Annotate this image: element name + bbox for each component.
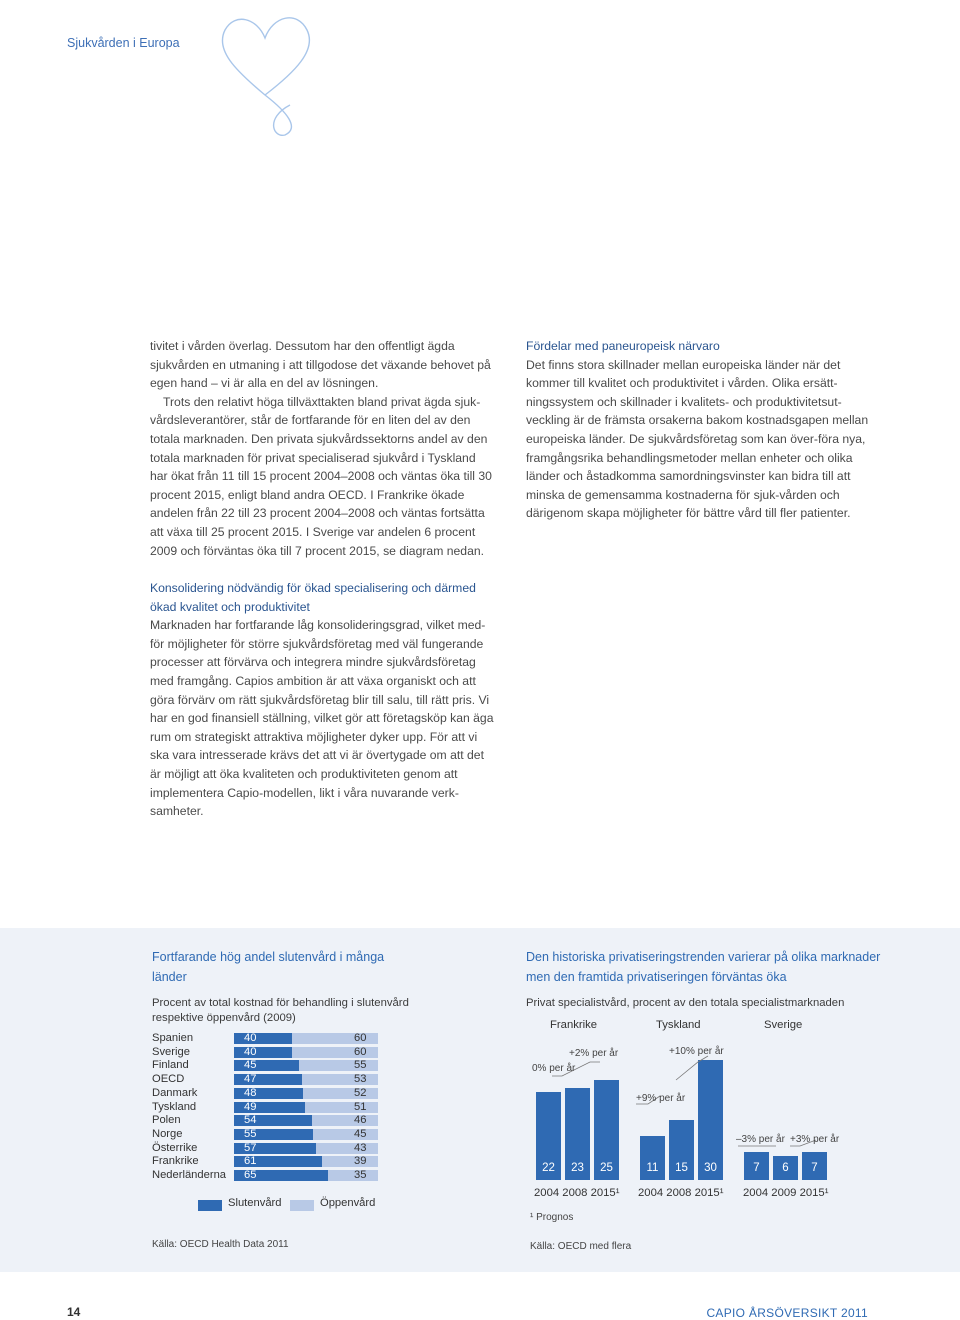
chart1-category-label: Polen bbox=[152, 1114, 181, 1127]
chart1-row bbox=[152, 1114, 382, 1127]
chart1-value-oppenvard: 60 bbox=[354, 1045, 367, 1058]
bottom-column bbox=[150, 579, 495, 821]
left-column bbox=[150, 337, 495, 560]
left-paragraph-2: Trots den relativt höga tillväxttakten bland privat ägda sjuk-vårdsleverantörer, står de fortfarande för en liten del av den totala marknaden. Den privata sjukvårdssektorns andel av den totala marknaden för privat specialiserad sjukvård i Tyskland har ökat från 11 till 15 procent 2004–2008 och väntas öka till 30 procent 2015, enligt bland andra OECD. I Frankrike ökade andelen från 22 till 23 procent 2004–2008 och väntas fortsätta att växa till 25 procent 2015. I Sverige var andelen 6 procent 2009 och förväntas öka till 7 procent 2015, se diagram nedan. bbox=[150, 394, 492, 558]
chart2-value-label: 11 bbox=[646, 1162, 659, 1174]
legend-swatch-slutenvard bbox=[198, 1200, 222, 1211]
chart1-category-label: Sverige bbox=[152, 1045, 190, 1058]
chart1-category-label: Tyskland bbox=[152, 1100, 197, 1113]
legend-swatch-oppenvard bbox=[290, 1200, 314, 1211]
chart1-value-oppenvard: 35 bbox=[354, 1169, 367, 1181]
chart1-value-slutenvard: 55 bbox=[244, 1127, 257, 1140]
annotation-fr-2: +2% per år bbox=[569, 1048, 619, 1059]
publication-title: CAPIO ÅRSÖVERSIKT 2011 bbox=[706, 1306, 868, 1320]
chart1-category-label: OECD bbox=[152, 1073, 185, 1086]
chart2-footnote: ¹ Prognos bbox=[530, 1212, 574, 1223]
chart1-value-oppenvard: 46 bbox=[354, 1114, 367, 1127]
chart1-bar-oppenvard bbox=[316, 1143, 378, 1154]
chart1-bar-slutenvard bbox=[234, 1033, 292, 1044]
group-label-tyskland: Tyskland bbox=[656, 1019, 701, 1031]
year-label: 2004 bbox=[638, 1187, 664, 1199]
chart1-value-slutenvard: 45 bbox=[244, 1059, 257, 1072]
legend-label-slutenvard: Slutenvård bbox=[228, 1197, 282, 1209]
right-body: Det finns stora skillnader mellan europeiska länder när det kommer till kvalitet och produktivitet i vården. Olika ersätt-ningssystem och skillnader i kvalitets- och produktivitetsut-veckling är de främsta orsakerna bakom kostnadsgapen mellan europeiska länder. De sjukvårdsföretag som kan över-föra nya, framgångsrika behandlingsmetoder mellan enheter och olika länder och åstadkomma samordningsvinster kan bidra till att minska de gemensamma kostnaderna för sjuk-vården och därigenom skapa möjligheter för bättre vård till fler patienter. bbox=[526, 357, 869, 521]
years-tyskland bbox=[638, 1187, 723, 1199]
years-sverige bbox=[743, 1187, 828, 1199]
annotation-se-2: +3% per år bbox=[790, 1134, 840, 1145]
year-label: 2015¹ bbox=[799, 1187, 829, 1199]
chart1-row bbox=[152, 1059, 382, 1072]
chart2-value-label: 7 bbox=[811, 1162, 818, 1174]
chart1-category-label: Finland bbox=[152, 1059, 189, 1072]
chart2-value-label: 22 bbox=[542, 1162, 555, 1174]
chart1-row bbox=[152, 1087, 382, 1100]
chart1-title: Fortfarande hög andel slutenvård i många länder bbox=[152, 950, 385, 984]
chart1-value-slutenvard: 61 bbox=[244, 1155, 257, 1168]
annotation-de-1: +9% per år bbox=[636, 1093, 686, 1104]
annotation-fr-1: 0% per år bbox=[532, 1063, 576, 1074]
chart1-category-label: Nederländerna bbox=[152, 1169, 227, 1181]
bottom-heading: Konsolidering nödvändig för ökad specialisering och därmed ökad kvalitet och produktivitet bbox=[150, 581, 476, 614]
years-frankrike bbox=[534, 1187, 619, 1199]
chart2-value-label: 25 bbox=[600, 1162, 613, 1174]
chart1-bar-oppenvard bbox=[322, 1156, 378, 1167]
group-label-frankrike: Frankrike bbox=[550, 1019, 598, 1031]
chart1-source: Källa: OECD Health Data 2011 bbox=[152, 1239, 289, 1250]
annotation-se-1: –3% per år bbox=[736, 1134, 785, 1145]
chart1-category-label: Frankrike bbox=[152, 1155, 199, 1168]
group-label-sverige: Sverige bbox=[764, 1019, 803, 1031]
right-heading: Fördelar med paneuropeisk närvaro bbox=[526, 339, 720, 353]
chart1-row bbox=[152, 1142, 382, 1155]
chart2-value-label: 7 bbox=[753, 1162, 760, 1174]
year-label: 2004 bbox=[534, 1187, 560, 1199]
chart1-bar-oppenvard bbox=[312, 1115, 378, 1126]
year-label: 2015¹ bbox=[694, 1187, 724, 1199]
chart1-category-label: Danmark bbox=[152, 1086, 198, 1099]
chart1-category-label: Spanien bbox=[152, 1032, 194, 1044]
chart2-value-label: 15 bbox=[675, 1162, 688, 1174]
chart1-value-oppenvard: 51 bbox=[354, 1100, 367, 1113]
chart2-source: Källa: OECD med flera bbox=[530, 1241, 632, 1252]
chart1-row bbox=[152, 1169, 382, 1182]
chart1-category-label: Österrike bbox=[152, 1141, 198, 1154]
chart1-bar-oppenvard bbox=[328, 1170, 378, 1181]
chart1-value-oppenvard: 45 bbox=[354, 1127, 367, 1140]
chart1-value-oppenvard: 60 bbox=[354, 1032, 367, 1044]
chart1-value-slutenvard: 40 bbox=[244, 1032, 257, 1044]
chart1-value-oppenvard: 52 bbox=[354, 1086, 367, 1099]
right-column bbox=[526, 337, 871, 523]
chart1-row bbox=[152, 1101, 382, 1114]
chart2-value-label: 23 bbox=[571, 1162, 584, 1174]
chart1-value-slutenvard: 57 bbox=[244, 1141, 257, 1154]
chart1-value-slutenvard: 48 bbox=[244, 1086, 257, 1099]
year-label: 2009 bbox=[771, 1187, 797, 1199]
chart1-row bbox=[152, 1032, 382, 1045]
chart1-row bbox=[152, 1155, 382, 1168]
chart1-bar-oppenvard bbox=[305, 1102, 378, 1113]
chart1-value-oppenvard: 53 bbox=[354, 1073, 367, 1086]
chart2-title: Den historiska privatiseringstrenden varierar på olika marknader men den framtida privatiseringen förväntas öka bbox=[526, 950, 881, 984]
legend-label-oppenvard: Öppenvård bbox=[320, 1197, 376, 1209]
heart-logo bbox=[195, 0, 355, 140]
year-label: 2008 bbox=[562, 1187, 588, 1199]
chart1-bar-oppenvard bbox=[313, 1129, 378, 1140]
chart1-value-oppenvard: 55 bbox=[354, 1059, 367, 1072]
chart1-row bbox=[152, 1046, 382, 1059]
chart1-bar-slutenvard bbox=[234, 1047, 292, 1058]
annotation-de-2: +10% per år bbox=[669, 1046, 724, 1057]
header-title: Sjukvården i Europa bbox=[67, 36, 180, 50]
chart1-value-slutenvard: 40 bbox=[244, 1045, 257, 1058]
chart1-bar-oppenvard bbox=[302, 1074, 378, 1085]
year-label: 2015¹ bbox=[590, 1187, 620, 1199]
page-number: 14 bbox=[67, 1305, 81, 1319]
chart1-value-slutenvard: 49 bbox=[244, 1100, 257, 1113]
chart2-value-label: 30 bbox=[704, 1162, 717, 1174]
left-paragraph-1: tivitet i vården överlag. Dessutom har den offentligt ägda sjukvården en utmaning i att tillgodose det växande behovet på egen hand – vi är alla en del av lösningen. bbox=[150, 339, 491, 391]
bottom-body: Marknaden har fortfarande låg konsolideringsgrad, vilket med-för möjligheter för större sjukvårdsföretag med väl fungerande processer att förvärva och integrera mindre sjukvårdsföretag med framgång. Capios ambition är att växa organiskt och att göra förvärv om rätt sjukvårdsföretag blir till salu, till rätt pris. Vi har en god finansiell ställning, vilket gör att företagsköp kan äga rum om strategiskt attraktiva möjligheter dyker upp. För att vi ska vara intresserade krävs det att vi är övertygade om att det är möjligt att öka kvaliteten och produktiviteten genom att implementera Capio-modellen, likt i våra nuvarande verk-samheter. bbox=[150, 618, 494, 819]
chart1-value-slutenvard: 47 bbox=[244, 1073, 257, 1086]
chart1-value-slutenvard: 54 bbox=[244, 1114, 257, 1127]
chart2-subtitle: Privat specialistvård, procent av den totala specialistmarknaden bbox=[526, 997, 845, 1009]
chart1-value-oppenvard: 39 bbox=[354, 1155, 367, 1168]
chart1-row bbox=[152, 1128, 382, 1141]
chart1-category-label: Norge bbox=[152, 1127, 183, 1140]
chart2-value-label: 6 bbox=[782, 1162, 789, 1174]
chart1-value-slutenvard: 65 bbox=[244, 1169, 257, 1181]
year-label: 2008 bbox=[666, 1187, 692, 1199]
chart1-value-oppenvard: 43 bbox=[354, 1141, 367, 1154]
chart1-subtitle: Procent av total kostnad för behandling i slutenvård respektive öppenvård (2009) bbox=[152, 997, 409, 1024]
chart1-row bbox=[152, 1073, 382, 1086]
chart1-bar-oppenvard bbox=[303, 1088, 378, 1099]
year-label: 2004 bbox=[743, 1187, 769, 1199]
